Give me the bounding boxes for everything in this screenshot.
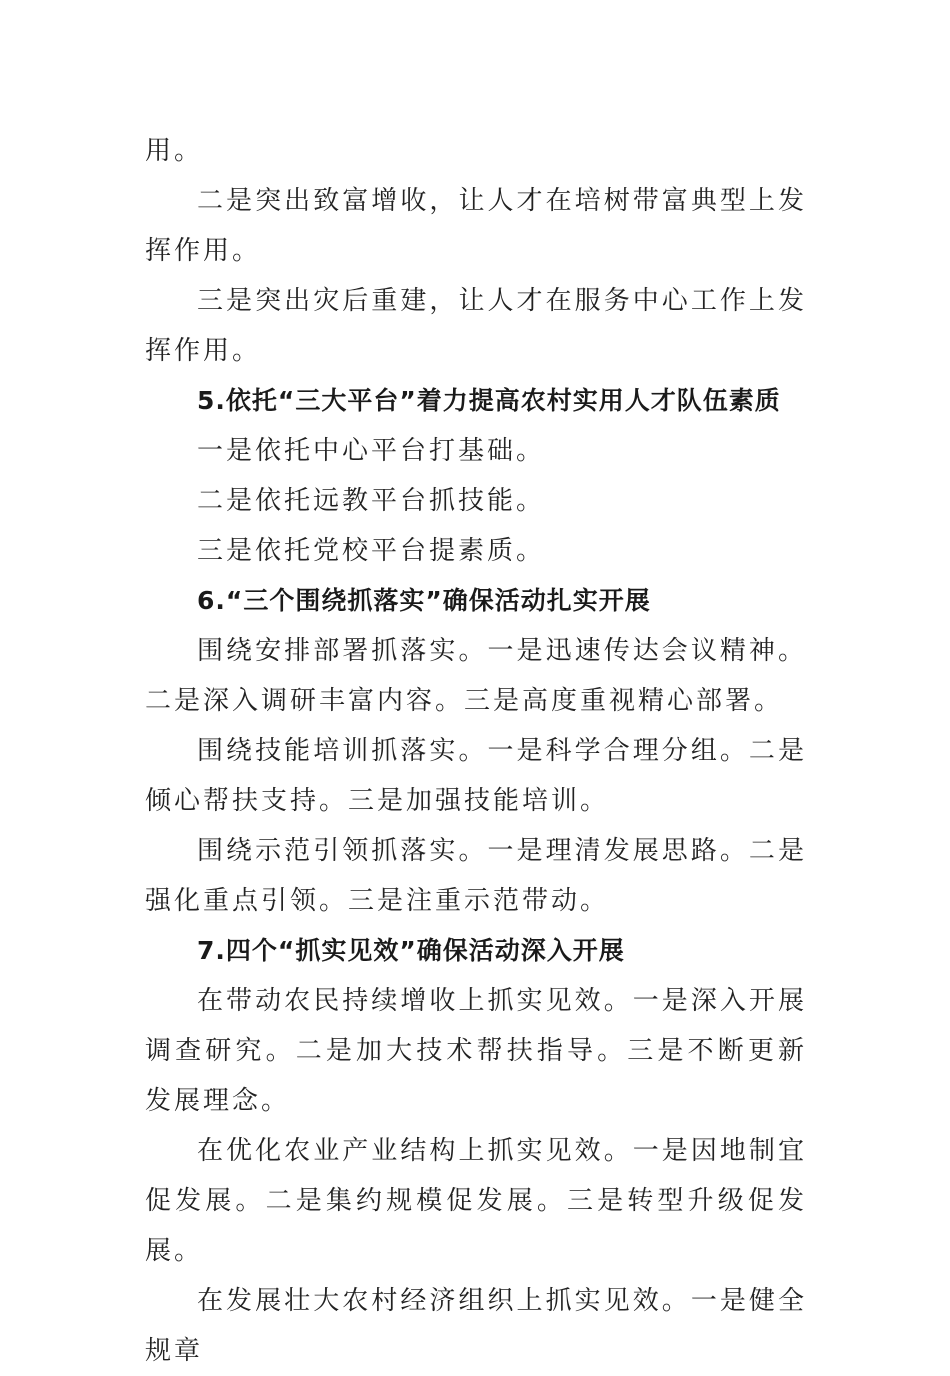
- section-heading: 6.“三个围绕抓落实”确保活动扎实开展: [197, 586, 651, 615]
- paragraph: 在带动农民持续增收上抓实见效。一是深入开展调查研究。二是加大技术帮扶指导。三是不断更新发展理念。: [145, 986, 807, 1116]
- paragraph: 围绕安排部署抓落实。一是迅速传达会议精神。二是深入调研丰富内容。三是高度重视精心部署。: [145, 636, 807, 716]
- paragraph: 三是突出灾后重建，让人才在服务中心工作上发挥作用。: [145, 286, 807, 366]
- section-heading: 7.四个“抓实见效”确保活动深入开展: [197, 936, 625, 965]
- document-body: [145, 126, 807, 1376]
- paragraph: 二是突出致富增收，让人才在培树带富典型上发挥作用。: [145, 186, 807, 266]
- paragraph: 在优化农业产业结构上抓实见效。一是因地制宜促发展。二是集约规模促发展。三是转型升级促发展。: [145, 1136, 807, 1266]
- paragraph: 围绕技能培训抓落实。一是科学合理分组。二是倾心帮扶支持。三是加强技能培训。: [145, 736, 807, 816]
- paragraph: 三是依托党校平台提素质。: [197, 536, 546, 566]
- paragraph: 二是依托远教平台抓技能。: [197, 486, 546, 516]
- paragraph: 一是依托中心平台打基础。: [197, 436, 546, 466]
- paragraph: 在发展壮大农村经济组织上抓实见效。一是健全规章: [145, 1286, 807, 1366]
- section-heading: 5.依托“三大平台”着力提高农村实用人才队伍素质: [197, 386, 781, 415]
- paragraph: 用。: [145, 136, 204, 166]
- paragraph: 围绕示范引领抓落实。一是理清发展思路。二是强化重点引领。三是注重示范带动。: [145, 836, 807, 916]
